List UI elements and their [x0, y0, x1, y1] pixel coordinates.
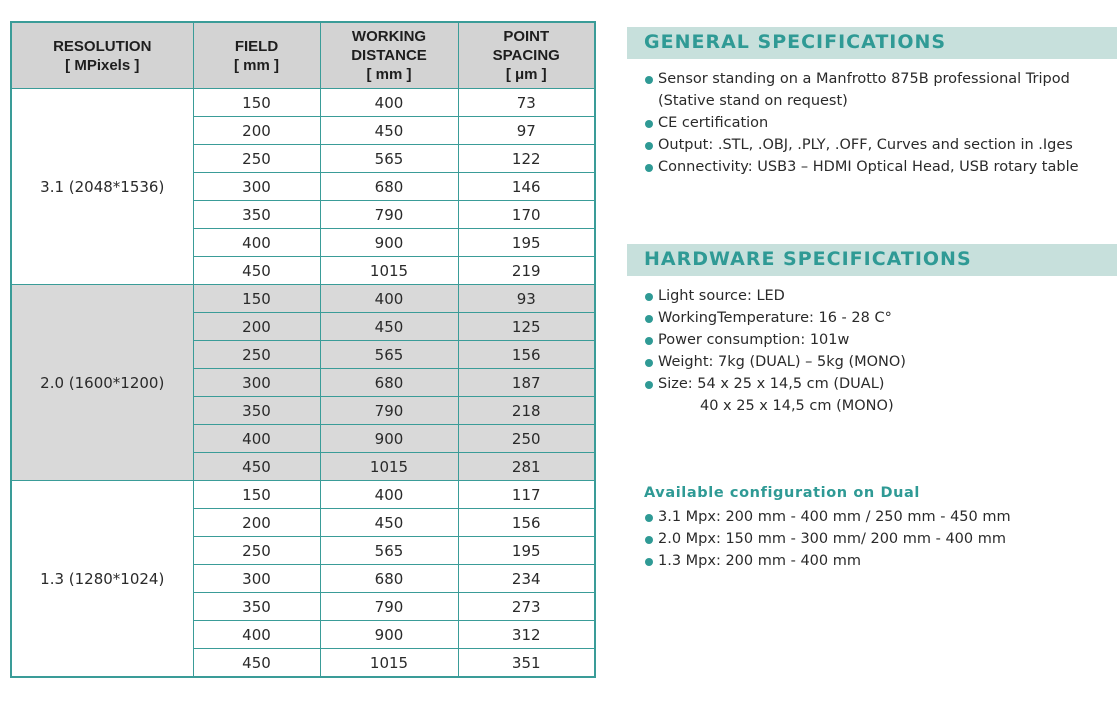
header-field: FIELD [ mm ] — [193, 22, 320, 89]
working-distance-cell: 900 — [320, 229, 458, 257]
bullet-icon — [645, 120, 653, 128]
field-cell: 300 — [193, 565, 320, 593]
field-cell: 250 — [193, 341, 320, 369]
working-distance-cell: 400 — [320, 285, 458, 313]
point-spacing-cell: 218 — [458, 397, 595, 425]
field-cell: 400 — [193, 621, 320, 649]
point-spacing-cell: 281 — [458, 453, 595, 481]
header-point-spacing: POINT SPACING [ μm ] — [458, 22, 595, 89]
point-spacing-cell: 351 — [458, 649, 595, 678]
field-cell: 200 — [193, 117, 320, 145]
working-distance-cell: 680 — [320, 173, 458, 201]
list-item — [645, 528, 1011, 550]
list-item-text: Light source: LED — [658, 288, 785, 304]
field-cell: 450 — [193, 649, 320, 678]
field-cell: 400 — [193, 425, 320, 453]
table-header-row — [11, 22, 595, 89]
header-working-distance: WORKING DISTANCE [ mm ] — [320, 22, 458, 89]
hardware-specifications-list — [645, 285, 906, 417]
field-cell: 250 — [193, 145, 320, 173]
point-spacing-cell: 122 — [458, 145, 595, 173]
list-item — [645, 307, 906, 329]
available-configuration-list — [645, 506, 1011, 572]
resolution-cell: 1.3 (1280*1024) — [11, 481, 193, 678]
list-item-text: Connectivity: USB3 – HDMI Optical Head, USB rotary table — [658, 159, 1079, 175]
bullet-icon — [645, 536, 653, 544]
general-specifications-header — [627, 27, 1117, 59]
working-distance-cell: 1015 — [320, 649, 458, 678]
point-spacing-cell: 146 — [458, 173, 595, 201]
working-distance-cell: 1015 — [320, 257, 458, 285]
bullet-icon — [645, 337, 653, 345]
field-cell: 150 — [193, 89, 320, 117]
bullet-icon — [645, 514, 653, 522]
working-distance-cell: 450 — [320, 117, 458, 145]
bullet-icon — [645, 142, 653, 150]
list-item-text: (Stative stand on request) — [658, 93, 848, 109]
working-distance-cell: 900 — [320, 425, 458, 453]
working-distance-cell: 680 — [320, 369, 458, 397]
list-item-text: Power consumption: 101w — [658, 332, 850, 348]
point-spacing-cell: 312 — [458, 621, 595, 649]
field-cell: 350 — [193, 397, 320, 425]
bullet-icon — [645, 164, 653, 172]
list-item-text: 2.0 Mpx: 150 mm - 300 mm/ 200 mm - 400 mm — [658, 531, 1006, 547]
header-resolution: RESOLUTION [ MPixels ] — [11, 22, 193, 89]
list-item — [645, 134, 1079, 156]
point-spacing-cell: 187 — [458, 369, 595, 397]
working-distance-cell: 790 — [320, 397, 458, 425]
list-item-text: Weight: 7kg (DUAL) – 5kg (MONO) — [658, 354, 906, 370]
point-spacing-cell: 93 — [458, 285, 595, 313]
field-cell: 450 — [193, 453, 320, 481]
hardware-specifications-header — [627, 244, 1117, 276]
list-item-text: 3.1 Mpx: 200 mm - 400 mm / 250 mm - 450 mm — [658, 509, 1011, 525]
point-spacing-cell: 250 — [458, 425, 595, 453]
field-cell: 300 — [193, 173, 320, 201]
field-cell: 350 — [193, 593, 320, 621]
list-item — [645, 112, 1079, 134]
list-item-text: Size: 54 x 25 x 14,5 cm (DUAL) — [658, 376, 885, 392]
bullet-icon — [645, 359, 653, 367]
resolution-cell: 3.1 (2048*1536) — [11, 89, 193, 285]
working-distance-cell: 400 — [320, 89, 458, 117]
list-item-text: Sensor standing on a Manfrotto 875B professional Tripod — [658, 71, 1070, 87]
bullet-icon — [645, 558, 653, 566]
working-distance-cell: 790 — [320, 201, 458, 229]
list-item — [645, 550, 1011, 572]
list-item — [645, 68, 1079, 112]
point-spacing-cell: 234 — [458, 565, 595, 593]
point-spacing-cell: 97 — [458, 117, 595, 145]
list-item-text: CE certification — [658, 115, 769, 131]
list-item — [645, 285, 906, 307]
working-distance-cell: 565 — [320, 537, 458, 565]
bullet-icon — [645, 315, 653, 323]
list-item-text: 40 x 25 x 14,5 cm (MONO) — [700, 398, 894, 414]
general-specifications-title: GENERAL SPECIFICATIONS — [644, 31, 947, 53]
point-spacing-cell: 195 — [458, 537, 595, 565]
working-distance-cell: 450 — [320, 313, 458, 341]
point-spacing-cell: 156 — [458, 341, 595, 369]
field-cell: 250 — [193, 537, 320, 565]
table-row — [11, 285, 595, 313]
list-item — [645, 506, 1011, 528]
field-cell: 300 — [193, 369, 320, 397]
bullet-icon — [645, 76, 653, 84]
table-row — [11, 481, 595, 509]
specifications-table — [10, 21, 596, 678]
working-distance-cell: 900 — [320, 621, 458, 649]
field-cell: 400 — [193, 229, 320, 257]
list-item — [645, 351, 906, 373]
point-spacing-cell: 73 — [458, 89, 595, 117]
point-spacing-cell: 125 — [458, 313, 595, 341]
working-distance-cell: 400 — [320, 481, 458, 509]
point-spacing-cell: 195 — [458, 229, 595, 257]
working-distance-cell: 1015 — [320, 453, 458, 481]
point-spacing-cell: 156 — [458, 509, 595, 537]
field-cell: 200 — [193, 509, 320, 537]
bullet-icon — [645, 381, 653, 389]
list-item-text: WorkingTemperature: 16 - 28 C° — [658, 310, 892, 326]
available-configuration-title: Available configuration on Dual — [644, 485, 920, 501]
working-distance-cell: 790 — [320, 593, 458, 621]
table-row — [11, 89, 595, 117]
working-distance-cell: 680 — [320, 565, 458, 593]
list-item-text: 1.3 Mpx: 200 mm - 400 mm — [658, 553, 861, 569]
list-item — [645, 329, 906, 351]
list-item-text: Output: .STL, .OBJ, .PLY, .OFF, Curves and section in .Iges — [658, 137, 1073, 153]
list-item — [645, 156, 1079, 178]
resolution-cell: 2.0 (1600*1200) — [11, 285, 193, 481]
field-cell: 200 — [193, 313, 320, 341]
hardware-specifications-title: HARDWARE SPECIFICATIONS — [644, 248, 972, 270]
list-item — [645, 373, 906, 417]
working-distance-cell: 450 — [320, 509, 458, 537]
bullet-icon — [645, 293, 653, 301]
working-distance-cell: 565 — [320, 341, 458, 369]
field-cell: 150 — [193, 481, 320, 509]
field-cell: 450 — [193, 257, 320, 285]
working-distance-cell: 565 — [320, 145, 458, 173]
general-specifications-list — [645, 68, 1079, 178]
field-cell: 150 — [193, 285, 320, 313]
point-spacing-cell: 219 — [458, 257, 595, 285]
point-spacing-cell: 117 — [458, 481, 595, 509]
field-cell: 350 — [193, 201, 320, 229]
point-spacing-cell: 273 — [458, 593, 595, 621]
point-spacing-cell: 170 — [458, 201, 595, 229]
